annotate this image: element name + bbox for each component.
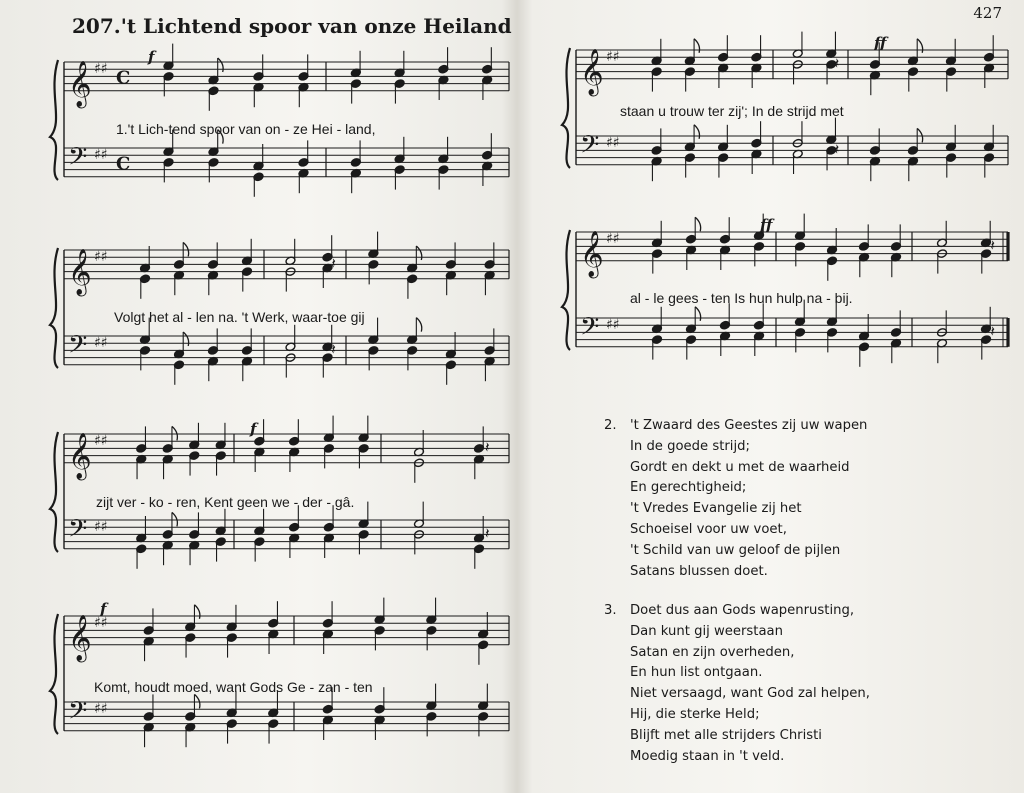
note-flag	[694, 39, 699, 53]
time-signature-icon: C	[116, 153, 131, 175]
key-signature-icon: ♯♯	[606, 230, 620, 247]
key-signature-icon: ♯♯	[606, 48, 620, 65]
rest-icon: 𝄽	[834, 140, 840, 159]
key-signature-icon: ♯♯	[94, 60, 108, 77]
verse-line: 2. 't Zwaard des Geestes zij uw wapen	[604, 416, 867, 437]
brace	[50, 614, 58, 734]
verse-line: Satan en zijn overheden,	[630, 644, 795, 660]
dynamic-mark: f	[100, 600, 107, 618]
lyrics-line: Volgt het al - len na. 't Werk, waar-toe gij	[114, 309, 365, 325]
verse-line: En hun list ontgaan.	[630, 665, 763, 681]
dynamic-mark: ff	[874, 34, 887, 52]
verse-3	[604, 601, 870, 767]
verse-line: Moedig staan in 't veld.	[630, 748, 785, 764]
bass-clef-icon: 𝄢	[68, 330, 88, 366]
rest-icon: 𝄽	[485, 524, 490, 543]
treble-clef-icon: 𝄞	[68, 248, 92, 295]
key-signature-icon: ♯♯	[94, 432, 108, 449]
lyrics-line: al - le gees - ten Is hun hulp na - bij.	[630, 290, 853, 306]
note-flag	[917, 39, 922, 53]
verse-line: Dan kunt gij weerstaan	[630, 623, 783, 639]
key-signature-icon: ♯♯	[94, 146, 108, 163]
rest-icon: 𝄽	[331, 340, 336, 359]
note-flag	[172, 512, 177, 526]
note-flag	[694, 125, 699, 139]
bass-clef-icon: 𝄢	[68, 142, 88, 178]
note-flag	[416, 318, 421, 332]
treble-clef-icon: 𝄞	[68, 60, 92, 107]
verse-number: 2.	[604, 418, 617, 433]
treble-clef-icon: 𝄞	[68, 614, 92, 661]
treble-clef-icon: 𝄞	[580, 48, 604, 95]
rest-icon: 𝄽	[990, 322, 995, 341]
verse-line: 't Vredes Evangelie zij het	[630, 501, 802, 517]
note-flag	[917, 128, 922, 142]
dynamic-mark: f	[250, 420, 257, 438]
brace	[562, 48, 570, 168]
key-signature-icon: ♯♯	[94, 334, 108, 351]
bass-clef-icon: 𝄢	[580, 312, 600, 348]
score-system-1	[50, 52, 500, 222]
brace	[50, 60, 58, 180]
score-system-2	[50, 240, 500, 410]
note-flag	[172, 426, 177, 440]
time-signature-icon: C	[116, 67, 131, 89]
key-signature-icon: ♯♯	[94, 700, 108, 717]
rest-icon: 𝄽	[834, 54, 840, 73]
lyrics-line: zijt ver - ko - ren, Kent geen we - der - gâ.	[96, 494, 355, 510]
score-system-6	[562, 222, 1002, 392]
note-flag	[194, 694, 199, 708]
key-signature-icon: ♯♯	[94, 614, 108, 631]
note-flag	[183, 242, 188, 256]
key-signature-icon: ♯♯	[606, 134, 620, 151]
lyrics-line: 1.'t Lich-tend spoor van on - ze Hei - land,	[116, 121, 376, 137]
brace	[562, 230, 570, 350]
treble-clef-icon: 𝄞	[580, 230, 604, 277]
key-signature-icon: ♯♯	[94, 518, 108, 535]
note-flag	[695, 307, 700, 321]
brace	[50, 432, 58, 552]
dynamic-mark: ff	[760, 216, 773, 234]
brace	[50, 248, 58, 368]
note-flag	[194, 605, 199, 619]
dynamic-mark: f	[148, 48, 155, 66]
note-flag	[183, 332, 188, 346]
verse-line: In de goede strijd;	[630, 438, 750, 454]
verse-line: Blijft met alle strijders Christi	[630, 727, 822, 743]
verse-line: 't Schild van uw geloof de pijlen	[630, 542, 841, 558]
bass-clef-icon: 𝄢	[580, 130, 600, 166]
hymn-title: 207.'t Lichtend spoor van onze Heiland	[72, 14, 512, 38]
verse-line: Schoeisel voor uw voet,	[630, 521, 787, 537]
lyrics-line: staan u trouw ter zij'; In de strijd met	[620, 103, 844, 119]
key-signature-icon: ♯♯	[606, 316, 620, 333]
key-signature-icon: ♯♯	[94, 248, 108, 265]
score-system-5	[562, 40, 1002, 210]
verse-line: En gerechtigheid;	[630, 480, 747, 496]
rest-icon: 𝄽	[990, 236, 995, 255]
rest-icon: 𝄽	[331, 254, 336, 273]
rest-icon: 𝄽	[485, 438, 490, 457]
bass-clef-icon: 𝄢	[68, 514, 88, 550]
bass-clef-icon: 𝄢	[68, 696, 88, 732]
lyrics-line: Komt, houdt moed, want Gods Ge - zan - ten	[94, 679, 373, 695]
verse-number: 3.	[604, 603, 617, 618]
page-number: 427	[973, 4, 1002, 22]
verse-line: Satans blussen doet.	[630, 563, 768, 579]
right-page	[512, 0, 1024, 793]
note-flag	[416, 246, 421, 260]
note-flag	[695, 217, 700, 231]
note-flag	[218, 58, 223, 72]
treble-clef-icon: 𝄞	[68, 432, 92, 479]
verse-line: Niet versaagd, want God zal helpen,	[630, 686, 870, 702]
verse-line: Hij, die sterke Held;	[630, 706, 760, 722]
verse-line: 3. Doet dus aan Gods wapenrusting,	[604, 601, 870, 622]
verse-line: Gordt en dekt u met de waarheid	[630, 459, 850, 475]
verse-2	[604, 416, 867, 582]
